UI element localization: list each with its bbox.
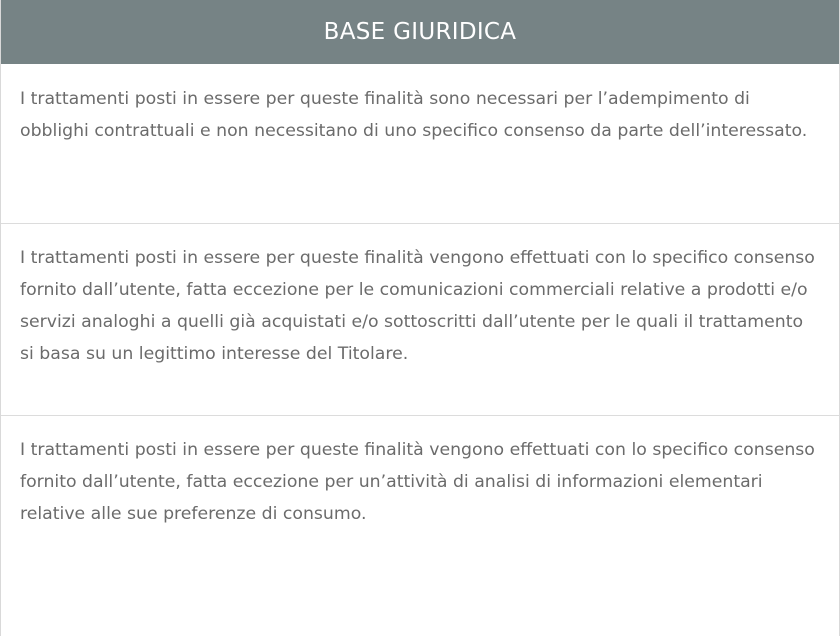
- row-text: I trattamenti posti in essere per queste finalità sono necessari per l’adempimento di obblighi contrattuali e non necessitano di uno specifico consenso da parte dell’interessato.: [20, 89, 808, 141]
- table-header: [1, 0, 839, 64]
- table-row: [1, 416, 839, 636]
- row-text: I trattamenti posti in essere per queste finalità vengono effettuati con lo specifico consenso fornito dall’utente, fatta eccezione per un’attività di analisi di informazioni elementari relative alle sue preferenze di consumo.: [20, 440, 815, 524]
- table-row: [1, 64, 839, 224]
- table-header-title: BASE GIURIDICA: [323, 19, 517, 45]
- table-row: [1, 224, 839, 416]
- row-text: I trattamenti posti in essere per queste finalità vengono effettuati con lo specifico consenso fornito dall’utente, fatta eccezione per le comunicazioni commerciali relative a prodotti e/o servizi analoghi a quelli già acquistati e/o sottoscritti dall’utente per le quali il trattamento si basa su un legittimo interesse del Titolare.: [20, 248, 815, 364]
